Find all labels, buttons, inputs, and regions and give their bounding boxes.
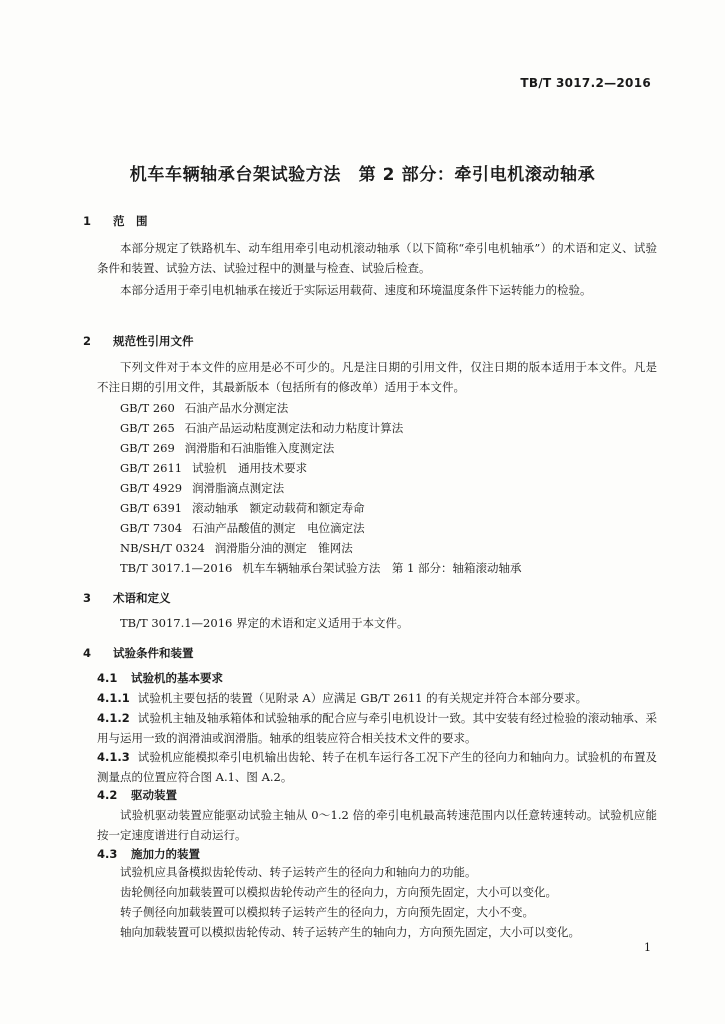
subsection-number: 4.2: [97, 788, 118, 802]
section-number: 3: [83, 591, 92, 605]
reference-code: GB/T 265: [120, 421, 175, 435]
reference-code: NB/SH/T 0324: [120, 541, 205, 555]
reference-item: [120, 560, 521, 576]
reference-item: [120, 420, 403, 436]
reference-item: [120, 400, 288, 416]
subsection-4-2-heading: [97, 787, 177, 803]
reference-code: GB/T 4929: [120, 481, 183, 495]
reference-title: 石油产品酸值的测定 电位滴定法: [192, 521, 365, 535]
subsection-4-1-heading: [97, 670, 223, 686]
section-1-para-1: 本部分规定了铁路机车、动车组用牵引电动机滚动轴承（以下简称“牵引电机轴承”）的术语和定义、试验条件和装置、试验方法、试验过程中的测量与检查、试验后检查。: [97, 241, 657, 275]
standard-number: TB/T 3017.2—2016: [520, 76, 651, 90]
reference-title: 润滑脂和石油脂锥入度测定法: [184, 441, 335, 455]
section-title: 范 围: [113, 214, 148, 228]
reference-item: [120, 460, 307, 476]
section-title: 试验条件和装置: [113, 646, 194, 660]
reference-item: [120, 540, 353, 556]
reference-code: TB/T 3017.1—2016: [120, 561, 233, 575]
reference-code: GB/T 260: [120, 401, 175, 415]
section-1-para-2: 本部分适用于牵引电机轴承在接近于实际运用载荷、速度和环境温度条件下运转能力的检验。: [120, 283, 592, 297]
section-number: 2: [83, 334, 92, 348]
reference-code: GB/T 2611: [120, 461, 183, 475]
subsection-4-3-heading: [97, 846, 200, 862]
clause-number: 4.1.2: [97, 711, 130, 725]
clause-number: 4.1.3: [97, 750, 130, 764]
reference-title: 润滑脂分油的测定 锥网法: [214, 541, 353, 555]
subsection-4-2-para: 试验机驱动装置应能驱动试验主轴从 0～1.2 倍的牵引电机最高转速范围内以任意转速转动。试验机应能按一定速度谱进行自动运行。: [97, 808, 657, 842]
reference-title: 滚动轴承 额定动载荷和额定寿命: [192, 501, 365, 515]
subsection-4-3-line: 轴向加载装置可以模拟齿轮传动、转子运转产生的轴向力，方向预先固定，大小可以变化。: [120, 925, 580, 939]
reference-title: 试验机 通用技术要求: [192, 461, 308, 475]
reference-code: GB/T 7304: [120, 521, 183, 535]
section-2-heading: [83, 333, 194, 349]
subsection-number: 4.1: [97, 671, 118, 685]
section-4-heading: [83, 645, 194, 661]
subsection-4-3-line: 试验机应具备模拟齿轮传动、转子运转产生的径向力和轴向力的功能。: [120, 865, 477, 879]
reference-title: 石油产品水分测定法: [184, 401, 289, 415]
section-number: 4: [83, 646, 92, 660]
clause-text: 试验机主轴及轴承箱体和试验轴承的配合应与牵引电机设计一致。其中安装有经过检验的滚动轴承、采用与运用一致的润滑油或润滑脂。轴承的组装应符合相关技术文件的要求。: [97, 711, 657, 745]
section-title: 规范性引用文件: [113, 334, 194, 348]
clause-4-1-3: [97, 747, 657, 787]
reference-item: [120, 500, 365, 516]
reference-code: GB/T 6391: [120, 501, 183, 515]
reference-item: [120, 440, 334, 456]
document-title: 机车车辆轴承台架试验方法 第 2 部分：牵引电机滚动轴承: [129, 165, 596, 185]
subsection-number: 4.3: [97, 847, 118, 861]
page-number: 1: [644, 941, 651, 954]
subsection-title: 驱动装置: [131, 788, 177, 802]
clause-4-1-1: [97, 688, 657, 708]
reference-item: [120, 520, 365, 536]
section-2-para: 下列文件对于本文件的应用是必不可少的。凡是注日期的引用文件，仅注日期的版本适用于本文件。凡是不注日期的引用文件，其最新版本（包括所有的修改单）适用于本文件。: [97, 360, 657, 394]
subsection-title: 试验机的基本要求: [131, 671, 223, 685]
clause-4-1-2: [97, 708, 657, 748]
section-title: 术语和定义: [113, 591, 171, 605]
section-number: 1: [83, 214, 92, 228]
clause-number: 4.1.1: [97, 691, 130, 705]
subsection-4-3-line: 转子侧径向加载装置可以模拟转子运转产生的径向力，方向预先固定，大小不变。: [120, 905, 534, 919]
reference-item: [120, 480, 284, 496]
subsection-title: 施加力的装置: [131, 847, 200, 861]
reference-title: 石油产品运动粘度测定法和动力粘度计算法: [184, 421, 404, 435]
section-3-para: TB/T 3017.1—2016 界定的术语和定义适用于本文件。: [120, 616, 409, 630]
clause-text: 试验机应能模拟牵引电机输出齿轮、转子在机车运行各工况下产生的径向力和轴向力。试验机的布置及测量点的位置应符合图 A.1、图 A.2。: [97, 750, 657, 784]
section-3-heading: [83, 590, 171, 606]
section-1-heading: [83, 213, 148, 229]
clause-text: 试验机主要包括的装置（见附录 A）应满足 GB/T 2611 的有关规定并符合本部分要求。: [137, 691, 588, 705]
subsection-4-3-line: 齿轮侧径向加载装置可以模拟齿轮传动产生的径向力，方向预先固定，大小可以变化。: [120, 885, 557, 899]
reference-code: GB/T 269: [120, 441, 175, 455]
reference-title: 机车车辆轴承台架试验方法 第 1 部分：轴箱滚动轴承: [242, 561, 522, 575]
reference-title: 润滑脂滴点测定法: [192, 481, 285, 495]
